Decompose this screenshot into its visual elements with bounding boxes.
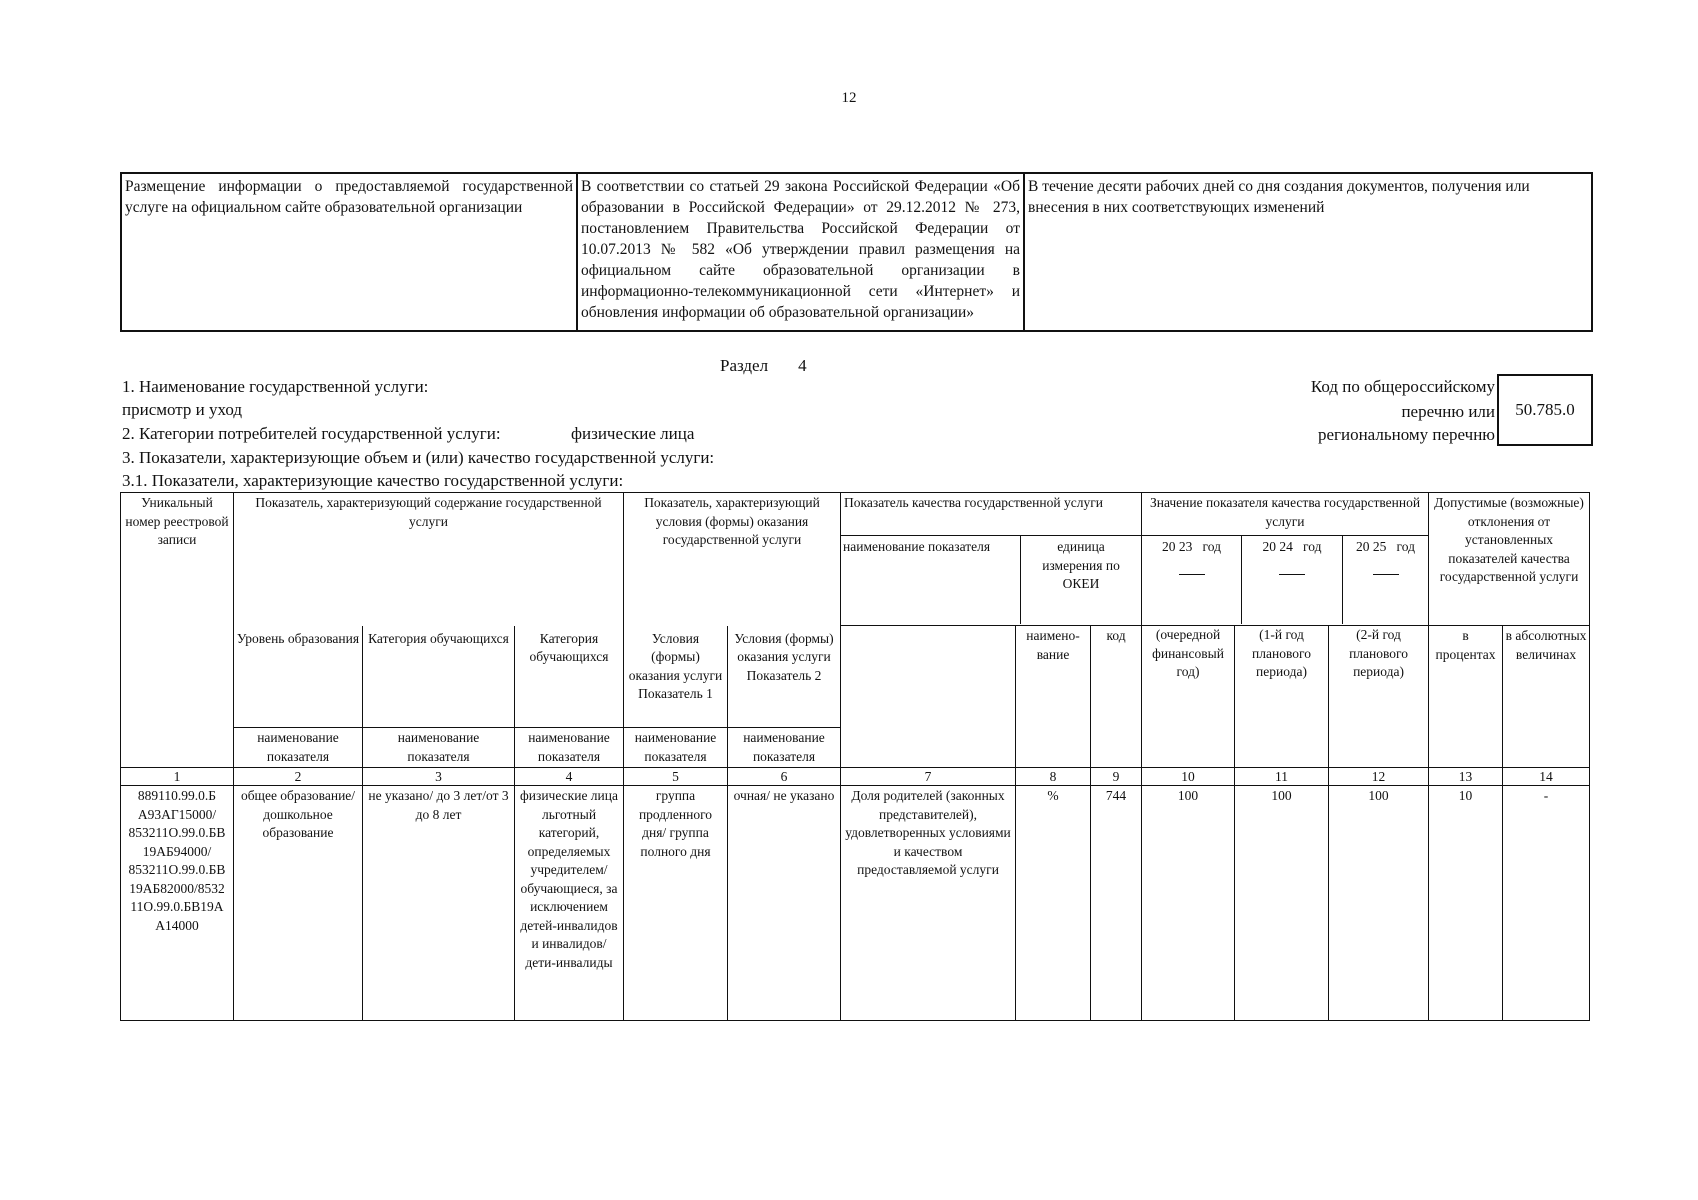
header-year-2: 20 24 год <box>1242 536 1343 624</box>
sub-indicator-name-blank <box>841 626 1016 768</box>
sub-condition-2: Условия (формы) оказания услуги Показатель 2 <box>728 626 841 728</box>
cell-indicator-name: Доля родителей (законных представителей), удовлетворенных условиями и качеством предоставляемой услуги <box>841 786 1016 1021</box>
col-number: 13 <box>1429 768 1503 786</box>
section-number: 4 <box>798 356 807 375</box>
consumer-category-value: физические лица <box>571 424 695 443</box>
header-quality-title: Показатель качества государственной услуги <box>841 493 1141 536</box>
header-year-1: 20 23 год <box>1142 536 1242 624</box>
cell-condition-1: группа продленного дня/ группа полного дня <box>624 786 728 1021</box>
cell-student-category: физические лица льготный категорий, определяемых учредителем/ обучающиеся, за исключением детей-инвалидов и инвалидов/дети-инвалиды <box>515 786 624 1021</box>
sub-year-3-desc: (2-й год планового периода) <box>1329 626 1429 768</box>
section-label: Раздел <box>720 356 769 375</box>
col-number: 12 <box>1329 768 1429 786</box>
code-value: 50.785.0 <box>1515 400 1575 419</box>
sub-absolute: в абсолютных величинах <box>1503 626 1590 768</box>
col-number: 6 <box>728 768 841 786</box>
col-number: 5 <box>624 768 728 786</box>
cell-education-level: общее образование/ дошкольное образование <box>234 786 363 1021</box>
sub-category-1: Категория обучающихся <box>363 626 515 728</box>
col-number: 7 <box>841 768 1016 786</box>
cell-value-2025: 100 <box>1329 786 1429 1021</box>
sub-category-2-indicator: наименование показателя <box>515 728 624 768</box>
cell-deviation-percent: 10 <box>1429 786 1503 1021</box>
sub-category-2: Категория обучающихся <box>515 626 624 728</box>
sub-year-2-desc: (1-й год планового периода) <box>1235 626 1329 768</box>
info-cell-basis: В соответствии со статьей 29 закона Российской Федерации «Об образовании в Российской Федерации» от 29.12.2012 № 273, постановлением Правительства Российской Федерации от 10.07.2013 № 582 «Об утверждении правил размещения на официальном сайте образовательной организации в информационно-телекоммуникационной сети «Интернет» и обновления информации об образовательной организации» <box>577 173 1024 331</box>
col-number: 3 <box>363 768 515 786</box>
quality-table <box>120 492 1590 1021</box>
cell-condition-2: очная/ не указано <box>728 786 841 1021</box>
header-content: Показатель, характеризующий содержание государственной услуги <box>234 493 624 626</box>
sub-percent: в процентах <box>1429 626 1503 768</box>
sub-unit-name: наимено-вание <box>1016 626 1091 768</box>
sub-unit-code: код <box>1091 626 1142 768</box>
col-number: 4 <box>515 768 624 786</box>
header-conditions: Показатель, характеризующий условия (формы) оказания государственной услуги <box>624 493 841 626</box>
col-number: 10 <box>1142 768 1235 786</box>
col-number: 9 <box>1091 768 1142 786</box>
header-quality <box>841 493 1142 626</box>
code-label-3: региональному перечню <box>1317 425 1495 444</box>
header-unit: единица измерения по ОКЕИ <box>1042 539 1120 591</box>
header-value <box>1142 493 1429 626</box>
sub-condition-1-indicator: наименование показателя <box>624 728 728 768</box>
indicators-heading: 3. Показатели, характеризующие объем и (или) качество государственной услуги: <box>122 448 715 467</box>
sub-level-indicator: наименование показателя <box>234 728 363 768</box>
cell-value-2024: 100 <box>1235 786 1329 1021</box>
col-number: 14 <box>1503 768 1590 786</box>
table-row <box>121 786 1590 1021</box>
cell-unit-code: 744 <box>1091 786 1142 1021</box>
info-cell-frequency: В течение десяти рабочих дней со дня создания документов, получения или внесения в них соответствующих изменений <box>1024 173 1592 331</box>
info-cell-method: Размещение информации о предоставляемой государственной услуге на официальном сайте образовательной организации <box>121 173 577 331</box>
column-numbers-row <box>121 768 1590 786</box>
col-number: 11 <box>1235 768 1329 786</box>
consumer-category-label: 2. Категории потребителей государственной услуги: <box>122 424 501 443</box>
service-name-label: 1. Наименование государственной услуги: <box>122 377 429 396</box>
quality-indicators-heading: 3.1. Показатели, характеризующие качество государственной услуги: <box>122 471 624 490</box>
cell-registry-number: 889110.99.0.Б А93АГ15000/ 853211О.99.0.БВ 19АБ94000/ 853211О.99.0.БВ 19АБ82000/8532 11О.99.0.БВ19А А14000 <box>121 786 234 1021</box>
cell-unit-name: % <box>1016 786 1091 1021</box>
service-name-value: присмотр и уход <box>122 400 243 419</box>
code-label-2: перечню или <box>1401 402 1495 421</box>
cell-value-2023: 100 <box>1142 786 1235 1021</box>
sub-category-1-indicator: наименование показателя <box>363 728 515 768</box>
header-deviation: Допустимые (возможные) отклонения от установленных показателей качества государственной услуги <box>1429 493 1590 626</box>
header-year-3: 20 25 год <box>1343 536 1428 624</box>
sub-condition-1: Условия (формы) оказания услуги Показатель 1 <box>624 626 728 728</box>
header-indicator-name: наименование показателя <box>841 536 1021 624</box>
cell-deviation-absolute: - <box>1503 786 1590 1021</box>
col-number: 2 <box>234 768 363 786</box>
sub-condition-2-indicator: наименование показателя <box>728 728 841 768</box>
header-value-title: Значение показателя качества государственной услуги <box>1142 493 1428 536</box>
sub-level: Уровень образования <box>234 626 363 728</box>
header-unique-number: Уникальный номер реестровой записи <box>121 493 234 768</box>
cell-age-category: не указано/ до 3 лет/от 3 до 8 лет <box>363 786 515 1021</box>
section-title <box>720 356 807 376</box>
info-table <box>120 172 1593 332</box>
code-box <box>1497 374 1593 446</box>
code-label-1: Код по общероссийскому <box>1310 377 1495 396</box>
page-number: 12 <box>841 90 857 106</box>
sub-year-1-desc: (очередной финансовый год) <box>1142 626 1235 768</box>
col-number: 8 <box>1016 768 1091 786</box>
col-number: 1 <box>121 768 234 786</box>
